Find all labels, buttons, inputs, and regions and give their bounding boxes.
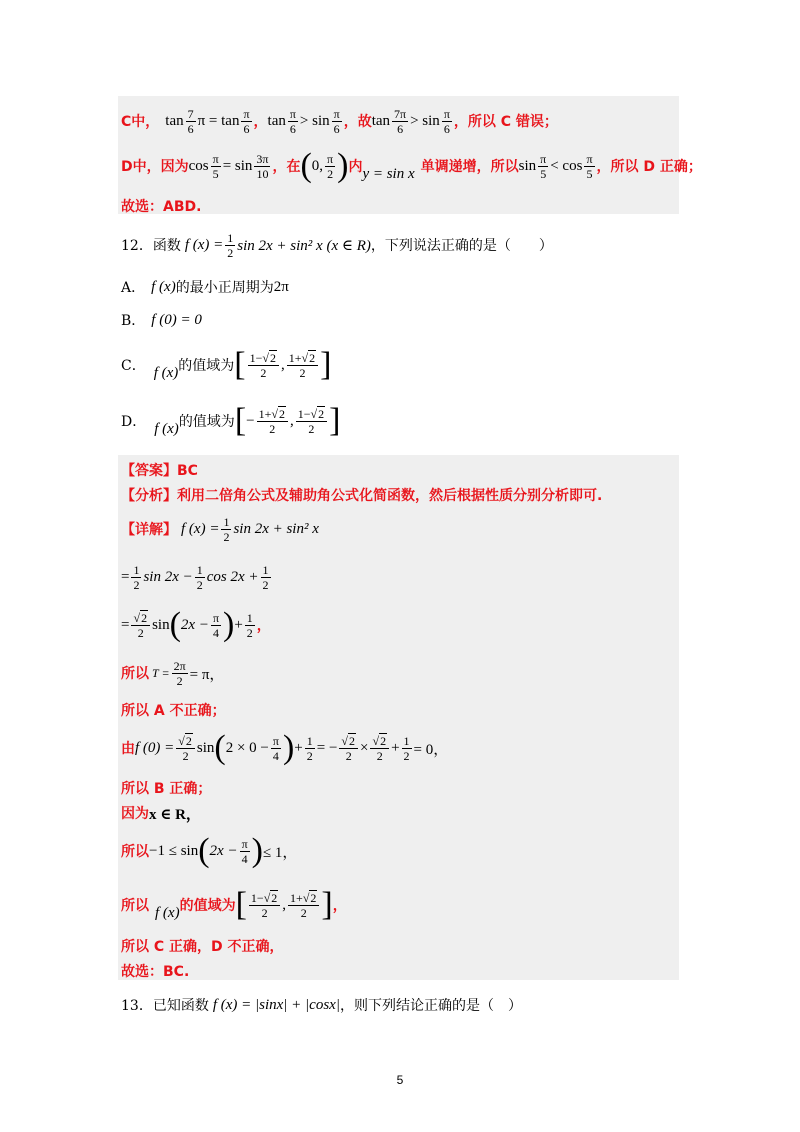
final-answer-line: 故选：BC.	[121, 964, 190, 980]
page-number: 5	[396, 1073, 404, 1087]
question-13-stem: 13．已知函数 f (x) = |sinx| + |cosx| ，则下列结论正确的是（ ）	[121, 996, 522, 1014]
detail-line-3: = $\frac{√2}{2}$ sin ( 2x − $\frac{\pi}{4}$ ) + $\frac{1}{2}$ ，	[121, 606, 271, 643]
solution-c-line: C中， tan $\frac{7}{6}$ π = tan $\frac{\pi}{6}$ ， tan $\frac{\pi}{6}$ > sin $\frac{\pi}{6}$ ，故 tan $\frac{7\pi}{6}$ > sin $\frac{\pi}{6}$ ，所以 C 错误；	[121, 106, 558, 136]
option-a: A． f (x) 的最小正周期为 2π	[121, 278, 289, 296]
detail-line-2: = $\frac{1}{2}$ sin 2x − $\frac{1}{2}$ cos 2x + $\frac{1}{2}$	[121, 562, 269, 592]
cd-line: 所以 C 正确，D 不正确，	[121, 939, 284, 955]
option-b: B． f (0) = 0	[121, 311, 202, 329]
answer-label: 【答案】BC	[121, 463, 198, 479]
range-line: 所以 f (x) 的值域为 [ $\frac{1-√2}{2}$ , $\frac{1+√2}{2}$ ] ，	[121, 886, 347, 923]
option-c: C． f (x) 的值域为 [ $\frac{1-√2}{2}$ , $\frac{1+√2}{2}$ ]	[121, 346, 332, 383]
option-d: D． f (x) 的值域为 [ − $\frac{1+√2}{2}$ , $\frac{1-√2}{2}$ ]	[121, 402, 341, 439]
answer-abd: 故选：ABD.	[121, 199, 202, 215]
bound-line: 所以 −1 ≤ sin ( 2x − $\frac{\pi}{4}$ ) ≤ 1，	[121, 832, 298, 869]
f0-line: 由 f (0) = $\frac{√2}{2}$ sin ( 2 × 0 − $\frac{\pi}{4}$ ) + $\frac{1}{2}$ = − $\frac{√2}{2}$ × $\frac{√2}{2}$ + $\frac{1}{2}$ = 0，	[121, 729, 449, 766]
a-wrong-line: 所以 A 不正确；	[121, 703, 226, 719]
solution-d-line: D中，因为 cos $\frac{\pi}{5}$ = sin $\frac{3\pi}{10}$ ，在 ( 0, $\frac{\pi}{2}$ ) 内 y = sin x 单调递增，所以 sin $\frac{\pi}{5}$ < cos $\frac{\pi}{5}$ ，所以 D 正确；	[121, 147, 702, 184]
detail-line-1: 【详解】 f (x) = $\frac{1}{2}$ sin 2x + sin² x	[121, 514, 319, 544]
because-line: 因为 x ∈ R，	[121, 806, 201, 823]
b-right-line: 所以 B 正确；	[121, 781, 212, 797]
question-12-stem: 12．函数 f (x) = $\frac{1}{2}$ sin 2x + sin² x (x ∈ R) ，下列说法正确的是（ ）	[121, 230, 553, 260]
analysis-text: 【分析】利用二倍角公式及辅助角公式化简函数，然后根据性质分别分析即可.	[121, 488, 603, 504]
period-line: 所以 T = $\frac{2\pi}{2}$ = π，	[121, 658, 225, 688]
